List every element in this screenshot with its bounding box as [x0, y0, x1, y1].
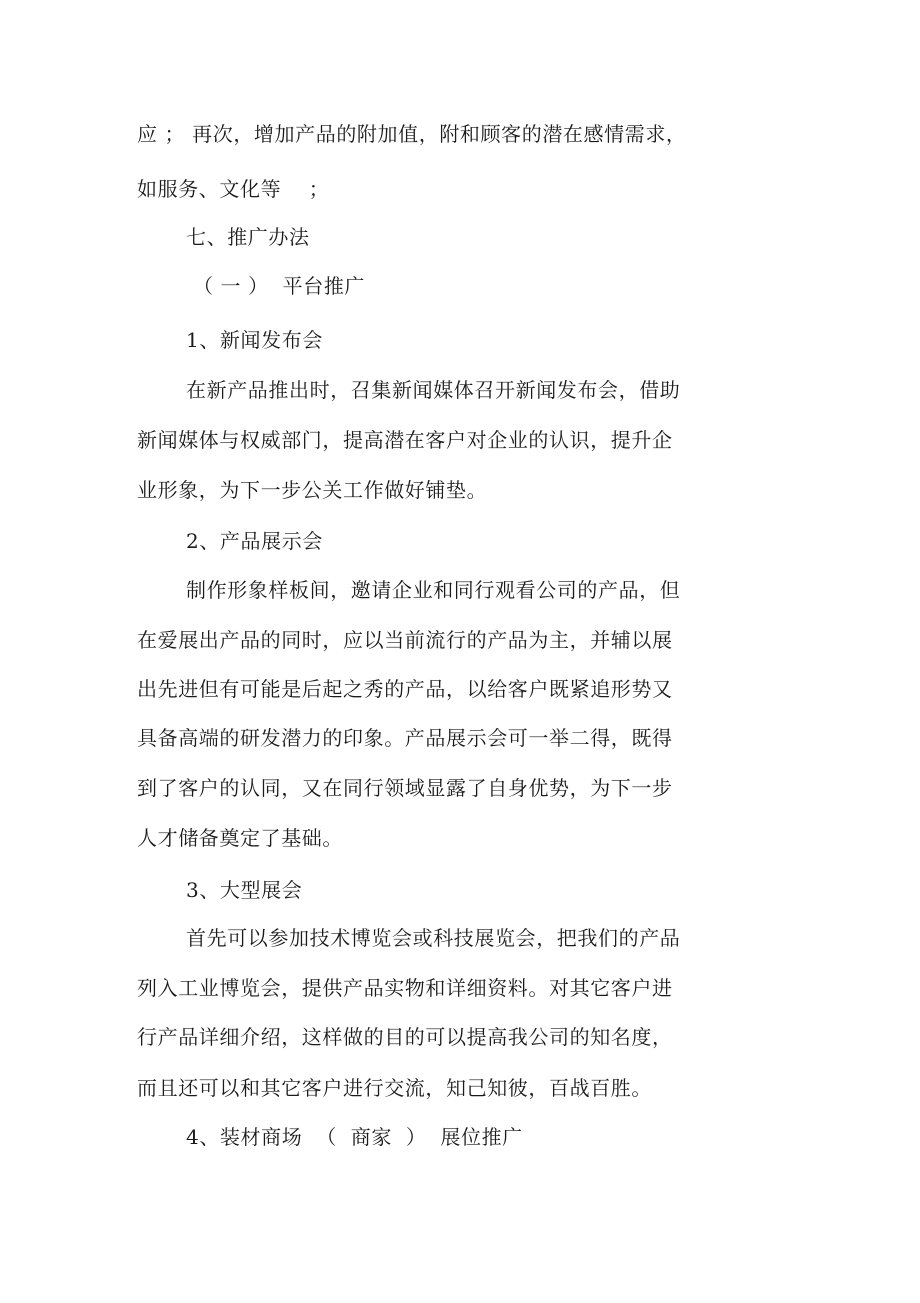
text-line: 新闻媒体与权威部门，提高潜在客户对企业的认识，提升企: [137, 428, 673, 452]
text-line: 在新产品推出时，召集新闻媒体召开新闻发布会，借助: [186, 378, 681, 402]
text-line: 具备高端的研发潜力的印象。产品展示会可一举二得，既得: [137, 726, 673, 750]
text-line: 首先可以参加技术博览会或科技展览会，把我们的产品: [186, 926, 681, 950]
text-line: 而且还可以和其它客户进行交流，知己知彼，百战百胜。: [137, 1076, 652, 1100]
text-line: 行产品详细介绍，这样做的目的可以提高我公司的知名度，: [137, 1025, 673, 1049]
text-line: 到了客户的认同，又在同行领域显露了自身优势，为下一步: [137, 776, 673, 800]
text-line: 制作形象样板间，邀请企业和同行观看公司的产品，但: [186, 578, 681, 602]
text-line: 如服务、文化等 ；: [137, 177, 330, 201]
text-line: 在爱展出产品的同时，应以当前流行的产品为主，并辅以展: [137, 628, 673, 652]
text-line: 4、装材商场 （ 商家 ） 展位推广: [186, 1125, 523, 1149]
text-line: （ 一 ） 平台推广: [193, 274, 366, 298]
text-line: 人才储备奠定了基础。: [137, 826, 343, 850]
text-line: 1、新闻发布会: [186, 328, 323, 352]
text-line: 列入工业博览会，提供产品实物和详细资料。对其它客户进: [137, 976, 673, 1000]
text-line: 3、大型展会: [186, 878, 303, 902]
text-line: 业形象，为下一步公关工作做好铺垫。: [137, 478, 488, 502]
text-line: 出先进但有可能是后起之秀的产品，以给客户既紧追形势又: [137, 677, 673, 701]
text-line: 七、推广办法: [186, 225, 310, 249]
text-line: 应 ； 再次，增加产品的附加值，附和顾客的潜在感情需求，: [137, 122, 687, 146]
text-line: 2、产品展示会: [186, 529, 323, 553]
